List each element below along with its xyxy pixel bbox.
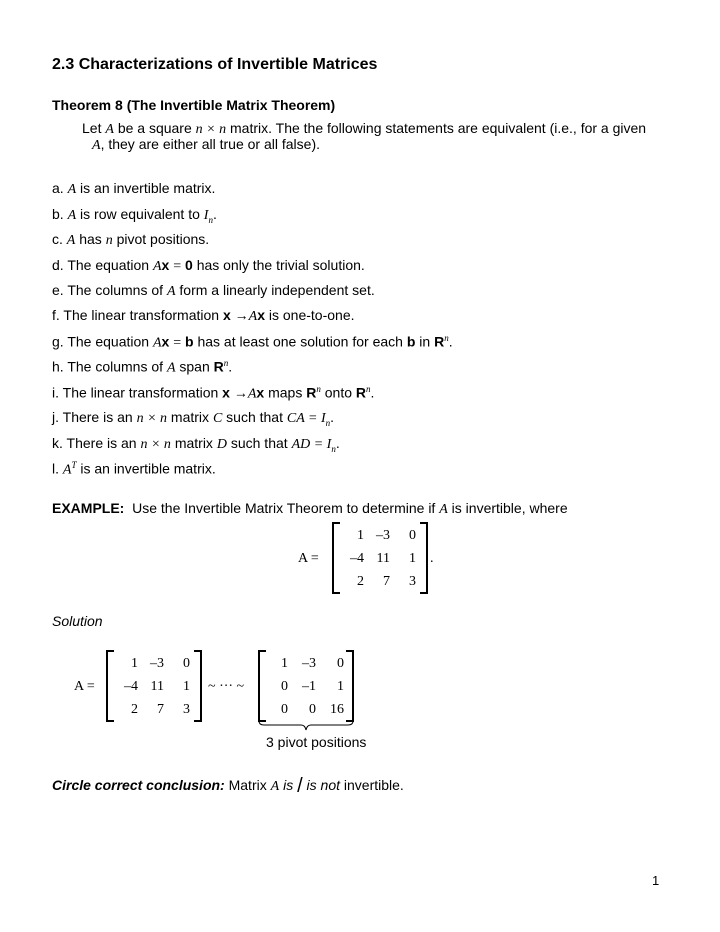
example-matrix-cell: 3: [409, 574, 416, 589]
example-matrix-cell: 11: [376, 551, 390, 566]
statement-f: f. The linear transformation x →Ax is one-to-one.: [52, 307, 355, 324]
example-matrix-cell: 0: [409, 528, 416, 543]
statement-i: i. The linear transformation x →Ax maps $R^n$ onto $R^n$.: [52, 384, 375, 402]
theorem-title: Theorem 8 (The Invertible Matrix Theorem): [52, 97, 336, 113]
example-matrix-cell: 7: [383, 574, 390, 589]
solution-matrix2-cell: 0: [281, 679, 288, 694]
solution-matrix2-cell: 1: [337, 679, 344, 694]
example-matrix-cell: –4: [350, 551, 364, 566]
example-matrix-right-bracket: [420, 522, 428, 594]
page-number: 1: [652, 873, 660, 888]
conclusion-label: Circle correct conclusion:: [52, 777, 225, 793]
option-is-not[interactable]: is not: [306, 777, 341, 793]
statement-h: h. The columns of A span $R^n$.: [52, 358, 233, 376]
row-equivalence-tilde: ~ ··· ~: [208, 679, 245, 694]
solution-matrix2-cell: –3: [302, 656, 316, 671]
solution-matrix1-cell: 1: [183, 679, 190, 694]
theorem-intro-line2: A, they are either all true or all false).: [92, 136, 320, 153]
solution-matrix1-cell: 3: [183, 702, 190, 717]
statement-b: b. A is row equivalent to $I_n$.: [52, 206, 217, 225]
example-line: EXAMPLE: Use the Invertible Matrix Theorem to determine if A is invertible, where: [52, 500, 568, 517]
example-lhs: A =: [298, 551, 319, 566]
pivot-underbrace: [258, 720, 354, 732]
example-matrix-cell: 2: [357, 574, 364, 589]
statement-j: j. There is an n × n matrix C such that CA = $I_n$.: [52, 409, 335, 428]
example-label: EXAMPLE:: [52, 500, 125, 516]
pivot-positions-note: 3 pivot positions: [266, 734, 367, 750]
option-is[interactable]: is: [283, 777, 294, 793]
statement-a: a. A is an invertible matrix.: [52, 180, 216, 197]
solution-matrix1-cell: 0: [183, 656, 190, 671]
statement-k: k. There is an n × n matrix D such that AD = $I_n$.: [52, 435, 340, 454]
solution-matrix1-cell: 1: [131, 656, 138, 671]
example-period: .: [430, 551, 434, 566]
theorem-intro-line1: Let A be a square n × n matrix. The the following statements are equivalent (i.e., for a given: [82, 120, 647, 137]
example-matrix-cell: –3: [376, 528, 390, 543]
solution-matrix1-cell: –3: [150, 656, 164, 671]
solution-matrix2-cell: 16: [330, 702, 344, 717]
statement-l: l. $A^T$ is an invertible matrix.: [52, 460, 216, 478]
section-title: 2.3 Characterizations of Invertible Matrices: [52, 56, 378, 73]
example-matrix-cell: 1: [409, 551, 416, 566]
statement-g: g. The equation Ax = b has at least one solution for each b in $R^n$.: [52, 333, 453, 351]
statement-d: d. The equation Ax = 0 has only the trivial solution.: [52, 257, 365, 274]
solution-matrix1-cell: 7: [157, 702, 164, 717]
solution-matrix1-cell: 11: [150, 679, 164, 694]
solution-matrix2-cell: 0: [309, 702, 316, 717]
solution-matrix2-cell: –1: [302, 679, 316, 694]
solution-label: Solution: [52, 613, 103, 629]
example-matrix-cell: 1: [357, 528, 364, 543]
conclusion-line: Circle correct conclusion: Matrix A is / is not invertible.: [52, 775, 404, 797]
solution-matrix2-right-bracket: [346, 650, 354, 722]
solution-matrix1-cell: 2: [131, 702, 138, 717]
solution-matrix1-cell: –4: [124, 679, 138, 694]
solution-lhs: A =: [74, 679, 95, 694]
solution-matrix2-cell: 0: [281, 702, 288, 717]
solution-matrix2-cell: 0: [337, 656, 344, 671]
statement-c: c. A has n pivot positions.: [52, 231, 210, 248]
statement-e: e. The columns of A form a linearly independent set.: [52, 282, 375, 299]
solution-matrix1-right-bracket: [194, 650, 202, 722]
solution-matrix2-cell: 1: [281, 656, 288, 671]
